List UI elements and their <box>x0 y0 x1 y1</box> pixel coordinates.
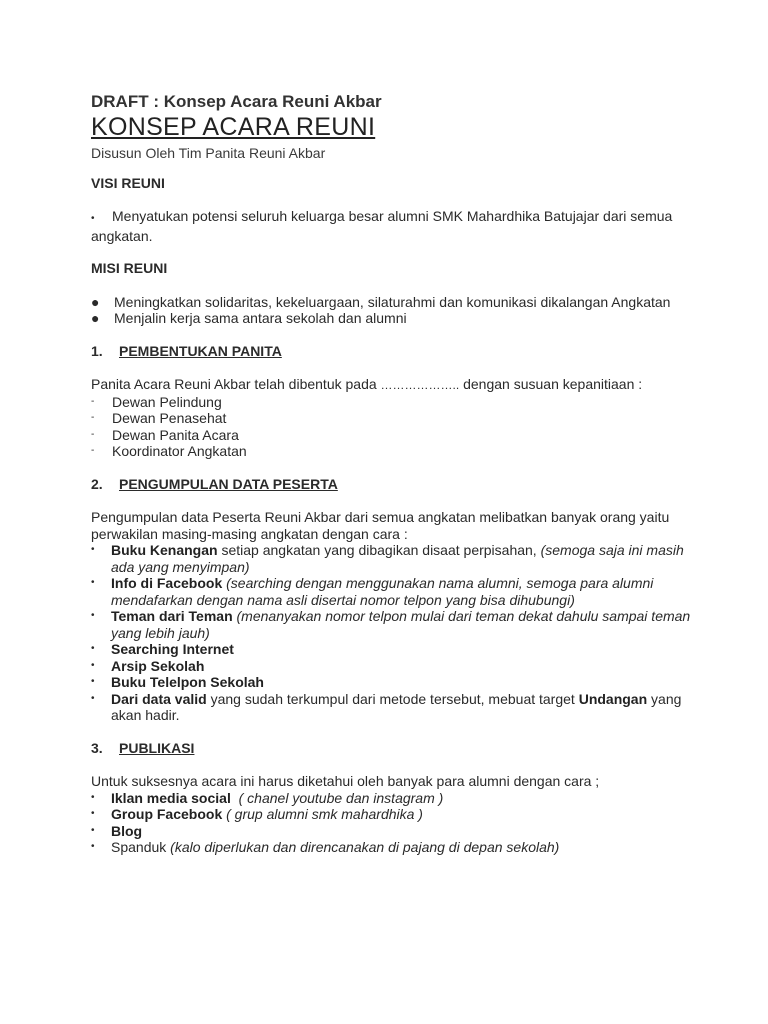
subtitle: Disusun Oleh Tim Panita Reuni Akbar <box>91 145 326 161</box>
visi-heading: VISI REUNI <box>91 174 165 191</box>
data-source-item: • Dari data valid yang sudah terkumpul dari metode tersebut, mebuat target Undangan yang akan hadir. <box>91 690 682 723</box>
panita-item: - Dewan Panita Acara <box>91 426 239 443</box>
sec2-intro: Pengumpulan data Peserta Reuni Akbar dari semua angkatan melibatkan banyak orang yaitu perwakilan masing-masing angkatan dengan cara : <box>91 509 670 542</box>
publikasi-item: • Spanduk (kalo diperlukan dan direncanakan di pajang di depan sekolah) <box>91 839 560 855</box>
section-3-heading: 3. PUBLIKASI <box>91 739 195 756</box>
panita-item: - Dewan Penasehat <box>91 410 227 426</box>
misi-heading: MISI REUNI <box>91 260 168 276</box>
misi-list <box>91 294 691 327</box>
data-source-item: • Buku Kenangan setiap angkatan yang dibagikan disaat perpisahan, (semoga saja ini masih ada yang menyimpan) <box>91 542 684 575</box>
misi-item: ● Meningkatkan solidaritas, kekeluargaan, silaturahmi dan komunikasi dikalangan Angkatan <box>91 293 671 310</box>
panita-list <box>91 394 691 460</box>
section-2-heading: 2. PENGUMPULAN DATA PESERTA <box>91 475 338 492</box>
visi-text: Menyatukan potensi seluruh keluarga besar alumni SMK Mahardhika Batujajar dari semua angkatan. <box>91 208 673 244</box>
document-body <box>91 92 691 856</box>
misi-item: ● Menjalin kerja sama antara sekolah dan alumni <box>91 310 407 326</box>
publikasi-list <box>91 790 691 856</box>
data-source-item: • Searching Internet <box>91 641 234 657</box>
publikasi-item: • Blog <box>91 822 143 839</box>
data-source-item: • Teman dari Teman (menanyakan nomor telpon mulai dari teman dekat dahulu sampai teman yang lebih jauh) <box>91 608 691 641</box>
sec1-intro: Panita Acara Reuni Akbar telah dibentuk pada ……………….. dengan susuan kepanitiaan : <box>91 376 643 392</box>
bullet-mark: • <box>91 213 95 224</box>
panita-item: - Koordinator Angkatan <box>91 443 247 459</box>
data-source-item: • Buku Telelpon Sekolah <box>91 674 264 690</box>
sec3-intro: Untuk suksesnya acara ini harus diketahui oleh banyak para alumni dengan cara ; <box>91 773 600 789</box>
data-source-list <box>91 542 691 724</box>
draft-title: DRAFT : Konsep Acara Reuni Akbar <box>91 92 382 111</box>
data-source-item: • Info di Facebook (searching dengan menggunakan nama alumni, semoga para alumni mendafarkan dengan nama asli disertai nomor telpon yang bisa dihubungi) <box>91 575 654 608</box>
publikasi-item: • Group Facebook ( grup alumni smk mahardhika ) <box>91 806 423 822</box>
main-title: KONSEP ACARA REUNI <box>91 113 376 141</box>
section-1-heading: 1. PEMBENTUKAN PANITA <box>91 342 282 359</box>
visi-item <box>91 208 691 244</box>
data-source-item: • Arsip Sekolah <box>91 657 205 674</box>
publikasi-item: • Iklan media social ( chanel youtube dan instagram ) <box>91 789 444 806</box>
panita-item: - Dewan Pelindung <box>91 393 222 410</box>
